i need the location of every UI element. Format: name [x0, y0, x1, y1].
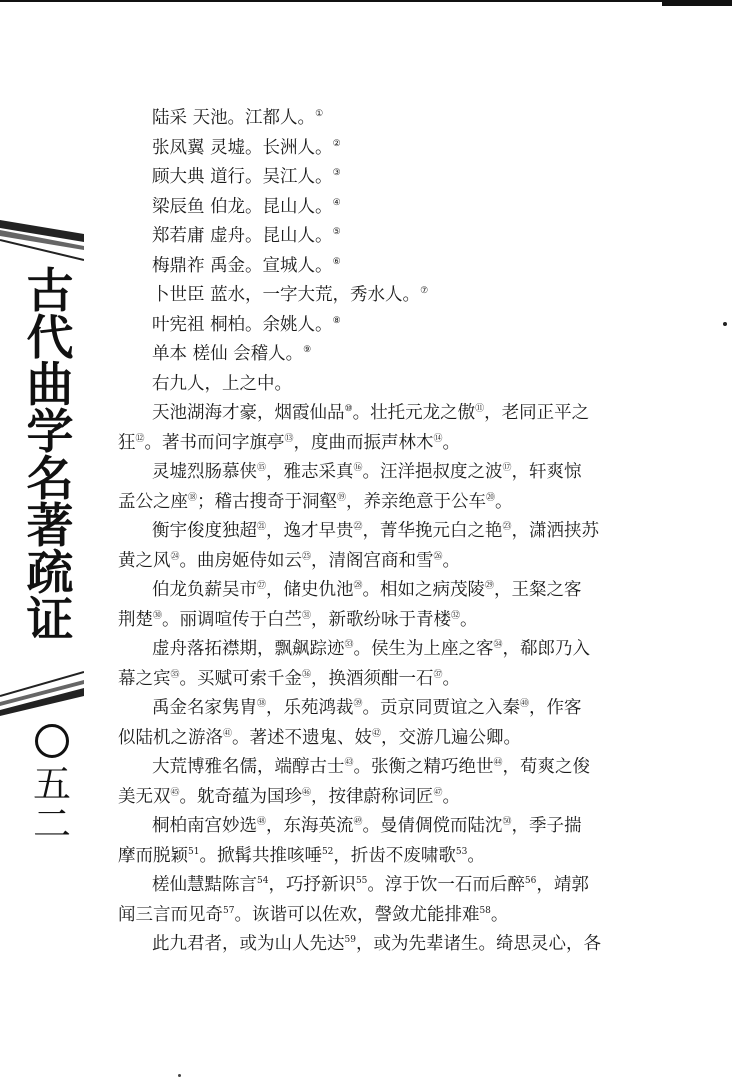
paragraph-line	[118, 547, 648, 577]
footnote-marker: 53	[455, 846, 468, 857]
footnote-marker: ⑯	[353, 463, 363, 474]
footnote-marker: ㉙	[485, 581, 495, 592]
text-run: 。	[442, 550, 461, 571]
footnote-marker: ④	[332, 197, 341, 208]
text-run: ，储史仇池	[266, 580, 354, 600]
footnote-marker: ㉔	[170, 551, 180, 562]
page-number-char: 二	[32, 802, 71, 846]
footnote-marker: 55	[355, 876, 368, 887]
footnote-marker: ⑥	[332, 256, 341, 267]
text-run: 荆楚	[118, 609, 153, 630]
author-entry-text: 顾大典 道行。吴江人。	[152, 167, 333, 187]
paragraph-line	[118, 399, 648, 429]
text-run: ，荀爽之俊	[502, 757, 591, 777]
text-run: 。诙谐可以佐欢，謦敛尤能排难	[234, 904, 480, 925]
text-run: 。侯生为上座之客	[353, 639, 494, 659]
footnote-marker: ㊵	[520, 699, 530, 710]
author-entry	[118, 104, 648, 134]
text-run: 。买赋可索千金	[179, 668, 303, 689]
main-text	[118, 104, 648, 960]
author-entry-text: 叶宪祖 桐柏。余姚人。	[152, 314, 333, 335]
footnote-marker: ⑭	[433, 433, 443, 444]
text-run: 。	[467, 845, 485, 866]
page-number-chars	[30, 764, 74, 844]
sidebar-ornament-top	[0, 212, 84, 262]
footnote-marker: ㊲	[433, 669, 443, 680]
footnote-marker: ③	[332, 168, 341, 179]
commentary-paragraphs	[118, 399, 648, 960]
text-run: 黄之风	[118, 550, 171, 571]
text-run: ，潇洒挟苏	[511, 521, 600, 541]
text-run: ，折齿不废啸歌	[333, 845, 456, 866]
text-run: 。汪洋挹叔度之波	[362, 462, 503, 482]
text-run: 。掀髯共推咳唾	[199, 845, 322, 866]
footnote-marker: ㉓	[502, 522, 512, 533]
footnote-marker: ⑬	[284, 433, 294, 444]
author-entries	[118, 104, 648, 399]
text-run: ，按律蔚称词匠	[311, 786, 434, 807]
text-run: 。丽调喧传于白苎	[162, 609, 303, 630]
paragraph-line	[118, 635, 648, 665]
text-run: ，养亲绝意于公车	[346, 491, 487, 512]
footnote-marker: ㉛	[302, 610, 312, 621]
footnote-marker: ㊽	[257, 817, 267, 828]
footnote-marker: ㊹	[493, 758, 503, 769]
author-entry	[118, 134, 648, 164]
text-run: ，靖郭	[536, 875, 589, 895]
author-entry	[118, 222, 648, 252]
footnote-marker: 54	[257, 876, 269, 887]
footnote-marker: ㊶	[223, 728, 233, 739]
footnote-marker: ㊱	[302, 669, 312, 680]
text-run: 此九君者，或为山人先达	[152, 934, 345, 954]
page-number-char: 五	[32, 762, 71, 806]
paragraph-line	[118, 694, 648, 724]
footnote-marker: ㉝	[344, 640, 354, 651]
text-run: ，乐苑鸿裁	[266, 698, 354, 718]
footnote-marker: ⑱	[188, 492, 198, 503]
footnote-marker: ㊳	[257, 699, 267, 710]
text-run: 。相如之病茂陵	[362, 580, 486, 600]
paragraph-line	[118, 576, 648, 606]
text-run: ，东海英流	[266, 816, 354, 836]
paragraph-line	[118, 665, 648, 695]
text-run: 幕之宾	[118, 668, 171, 689]
text-run: 桐柏南宫妙选	[152, 816, 257, 836]
paragraph-line	[118, 871, 648, 901]
text-run: ，换酒须酣一石	[311, 668, 434, 689]
text-run: 。	[442, 668, 461, 689]
text-run: 。	[460, 609, 478, 630]
paragraph-line	[118, 488, 648, 518]
footnote-marker: ①	[315, 109, 324, 120]
scan-speck	[723, 322, 727, 326]
paragraph-line	[118, 429, 648, 459]
footnote-marker: ⑰	[502, 463, 512, 474]
author-entry	[118, 370, 648, 400]
author-entry	[118, 252, 648, 282]
top-rule	[0, 0, 732, 2]
paragraph-line	[118, 517, 648, 547]
paragraph-line	[118, 812, 648, 842]
text-run: ，轩爽惊	[511, 462, 582, 482]
text-run: ，逸才早贵	[266, 521, 354, 541]
author-entry	[118, 281, 648, 311]
text-run: 。	[442, 786, 461, 807]
author-entry	[118, 340, 648, 370]
text-run: ，作客	[529, 698, 582, 718]
text-run: 美无双	[118, 786, 171, 807]
author-entry-text: 卜世臣 蓝水，一字大荒，秀水人。	[152, 285, 421, 305]
footnote-marker: ㉟	[170, 669, 180, 680]
text-run: 摩而脱颖	[118, 845, 188, 866]
text-run: 天池湖海才豪，烟霞仙品	[152, 403, 345, 423]
author-entry-text: 右九人，上之中。	[152, 373, 292, 394]
author-entry	[118, 311, 648, 341]
text-run: 似陆机之游洛	[118, 727, 223, 748]
paragraph-line	[118, 458, 648, 488]
footnote-marker: ⑮	[257, 463, 267, 474]
footnote-marker: 59	[344, 935, 356, 946]
text-run: ，或为先辈诸生。绮思灵心，各	[355, 934, 601, 954]
paragraph-line	[118, 783, 648, 813]
footnote-marker: ⑩	[344, 404, 353, 415]
text-run: 灵墟烈肠慕侠	[152, 462, 257, 482]
book-title-char: 曲	[26, 358, 74, 413]
text-run: 闻三言而见奇	[118, 904, 223, 925]
footnote-marker: ㉞	[493, 640, 503, 651]
text-run: 。	[495, 491, 513, 512]
text-run: ；稽古搜奇于洞壑	[197, 491, 338, 512]
footnote-marker: ⑳	[486, 492, 496, 503]
footnote-marker: ㉑	[257, 522, 267, 533]
scan-speck	[178, 1074, 181, 1077]
footnote-marker: ㉕	[302, 551, 312, 562]
text-run: ，雅志采真	[266, 462, 354, 482]
book-title-char: 疏	[26, 546, 74, 601]
footnote-marker: ㊴	[353, 699, 363, 710]
author-entry-text: 单本 槎仙 会稽人。	[152, 344, 304, 364]
text-run: 狂	[118, 432, 136, 453]
text-run: 。	[490, 904, 509, 925]
footnote-marker: ⑲	[337, 492, 347, 503]
text-run: 。著书而问字旗亭	[144, 432, 285, 453]
footnote-marker: ㉗	[257, 581, 267, 592]
footnote-marker: ㊸	[344, 758, 354, 769]
footnote-marker: ㊷	[372, 728, 382, 739]
footnote-marker: ㉘	[353, 581, 363, 592]
footnote-marker: ㊼	[433, 787, 443, 798]
top-rule-end	[662, 0, 732, 6]
text-run: ，季子揣	[511, 816, 582, 836]
text-run: 。壮托元龙之傲	[352, 403, 476, 423]
footnote-marker: ㊿	[502, 817, 512, 828]
text-run: 。淳于饮一石而后醉	[367, 875, 525, 895]
text-run: 大荒博雅名儒，端醇古士	[152, 757, 345, 777]
text-run: ，老同正平之	[484, 403, 590, 423]
text-run: 孟公之座	[118, 491, 188, 512]
book-title-vertical	[22, 264, 78, 648]
footnote-marker: ⑪	[475, 404, 485, 415]
text-run: 。曲房姬侍如云	[179, 550, 303, 571]
text-run: 。贡京同贾谊之入秦	[362, 698, 521, 718]
footnote-marker: ⑤	[332, 227, 341, 238]
text-run: 。	[442, 432, 461, 453]
paragraph-line	[118, 901, 648, 931]
paragraph-line	[118, 842, 648, 872]
text-run: 槎仙慧黠陈言	[152, 875, 257, 895]
book-title-char: 学	[26, 405, 74, 460]
author-entry	[118, 193, 648, 223]
footnote-marker: ②	[332, 138, 341, 149]
book-title-char: 著	[26, 499, 74, 554]
text-run: 伯龙负薪吴市	[152, 580, 257, 600]
author-entry-text: 梁辰鱼 伯龙。昆山人。	[152, 196, 333, 217]
footnote-marker: 52	[321, 846, 334, 857]
book-title-char: 证	[26, 593, 74, 648]
text-run: 。躭奇蕴为国珍	[179, 786, 303, 807]
text-run: ，新歌纷咏于青楼	[311, 609, 452, 630]
footnote-marker: ⑨	[303, 345, 312, 356]
text-run: ，巧抒新识	[268, 875, 356, 895]
footnote-marker: 58	[479, 905, 491, 916]
footnote-marker: ㊺	[170, 787, 180, 798]
paragraph-line	[118, 753, 648, 783]
text-run: 虚舟落拓襟期，飘飙踪迹	[152, 639, 345, 659]
footnote-marker: ⑦	[420, 286, 429, 297]
text-run: ，菁华挽元白之艳	[362, 521, 503, 541]
page-number-circle	[35, 724, 69, 758]
author-entry-text: 张凤翼 灵墟。长洲人。	[152, 137, 333, 158]
text-run: ，郗郎乃入	[502, 639, 591, 659]
footnote-marker: 51	[188, 846, 200, 857]
footnote-marker: ㉖	[433, 551, 443, 562]
footnote-marker: ㉒	[353, 522, 363, 533]
page-number	[30, 724, 74, 844]
footnote-marker: 56	[524, 876, 537, 887]
footnote-marker: 57	[223, 905, 235, 916]
footnote-marker: ⑧	[332, 315, 341, 326]
sidebar-ornament-bottom	[0, 668, 84, 718]
book-title-char: 古	[26, 264, 74, 319]
footnote-marker: ㉚	[153, 610, 163, 621]
text-run: ，王粲之客	[494, 580, 582, 600]
text-run: 衡宇俊度独超	[152, 521, 257, 541]
footnote-marker: ㉜	[451, 610, 461, 621]
author-entry-text: 梅鼎祚 禹金。宣城人。	[152, 255, 333, 276]
author-entry	[118, 163, 648, 193]
text-run: ，度曲而振声林木	[293, 432, 434, 453]
footnote-marker: ㊻	[302, 787, 312, 798]
text-run: 。著述不遗鬼、妓	[232, 727, 373, 748]
text-run: ，交游几遍公卿。	[381, 727, 522, 748]
footnote-marker: ⑫	[135, 433, 145, 444]
author-entry-text: 郑若庸 虚舟。昆山人。	[152, 226, 333, 246]
book-title-char: 名	[26, 452, 74, 507]
book-title-char: 代	[26, 311, 74, 366]
text-run: ，清阁宫商和雪	[311, 550, 434, 571]
paragraph-line	[118, 930, 648, 960]
text-run: 禹金名家隽胄	[152, 698, 257, 718]
paragraph-line	[118, 724, 648, 754]
paragraph-line	[118, 606, 648, 636]
footnote-marker: ㊾	[353, 817, 363, 828]
author-entry-text: 陆采 天池。江都人。	[152, 108, 316, 128]
text-run: 。张衡之精巧绝世	[353, 757, 494, 777]
text-run: 。曼倩倜傥而陆沈	[362, 816, 503, 836]
